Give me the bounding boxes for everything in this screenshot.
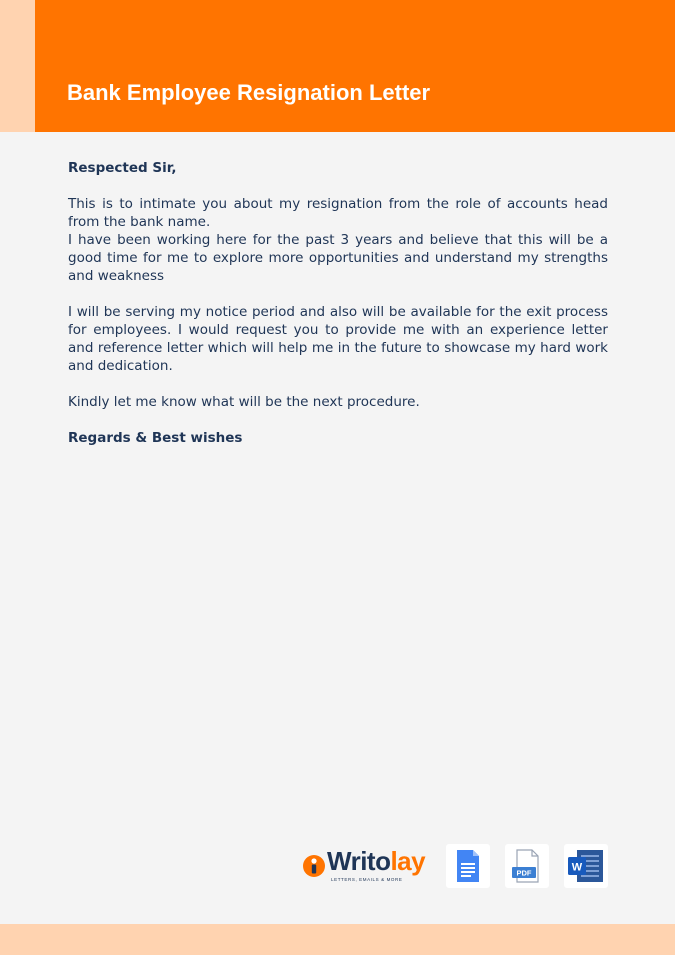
pdf-download[interactable] bbox=[505, 844, 549, 888]
pdf-icon bbox=[505, 844, 549, 888]
word-download[interactable] bbox=[564, 844, 608, 888]
footer-band bbox=[0, 924, 675, 955]
writolay-logo[interactable] bbox=[300, 846, 426, 883]
footer-logos bbox=[300, 843, 608, 889]
writolay-tagline: LETTERS, EMAILS & MORE bbox=[331, 877, 403, 882]
writolay-logo-icon bbox=[302, 854, 326, 878]
page-title: Bank Employee Resignation Letter bbox=[67, 80, 431, 105]
word-icon-label: W bbox=[571, 861, 583, 874]
letter-salutation: Respected Sir, bbox=[68, 160, 177, 176]
pdf-icon-label: PDF bbox=[516, 868, 532, 878]
letter-paragraph-1-line-1: This is to intimate you about my resignation from the role of accounts head from the bank name. bbox=[68, 196, 608, 230]
google-docs-download[interactable] bbox=[446, 844, 490, 888]
letter-paragraph-2: I will be serving my notice period and also will be available for the exit process for employees. I would request you to provide me with an experience letter and reference letter which will help me in the future to showcase my hard work and dedication. bbox=[68, 304, 608, 374]
word-icon bbox=[564, 844, 608, 888]
letter-body bbox=[68, 159, 608, 447]
google-docs-icon bbox=[446, 844, 490, 888]
writolay-wordmark: Writolay bbox=[327, 846, 426, 876]
header-banner bbox=[35, 0, 675, 132]
letter-paragraph-1-line-2: I have been working here for the past 3 years and believe that this will be a good time for me to explore more opportunities and understand my strengths and weakness bbox=[68, 232, 608, 284]
letter-paragraph-3: Kindly let me know what will be the next procedure. bbox=[68, 394, 420, 410]
letter-closing: Regards & Best wishes bbox=[68, 430, 243, 446]
header-side-strip bbox=[0, 0, 35, 132]
